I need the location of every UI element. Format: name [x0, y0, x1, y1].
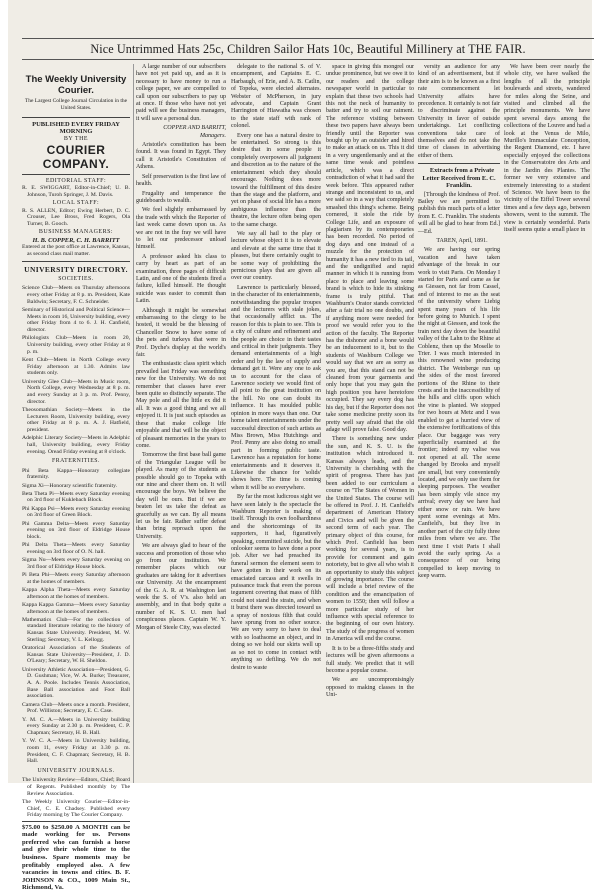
fraternity-entry: Sigma Nu—Meets every Saturday evening on 3rd floor of Eldridge House block. — [22, 557, 130, 570]
paragraph: Although it might be somewhat embarrassing to the clergy to be hosted, it would be the blessing of Chancellor Snow to have some of the pets and turkeys that were in Prof. Dyche's display at the world's fair. — [136, 307, 226, 359]
divider — [22, 261, 130, 262]
paragraph: The enthusiastic class spirit which prevailed last Friday was something new for the University. We do not remember that classes have ever been quite so distinctly separate. The May pole and all the little ex did it all. It was a good thing and we all enjoyed it. It is just such episodes as these that make college life enjoyable and that will be the object of pleasant memories in the years to come. — [136, 361, 226, 449]
divider — [418, 163, 500, 164]
office-note: Entered at the post office at Lawrence, Kansas, as second class mail matter. — [22, 244, 130, 257]
paragraph: Self preservation is the first law of health. — [136, 173, 226, 188]
business-managers: H. B. COPPER, C. H. BARRITT — [32, 236, 120, 244]
signature: COPPER AND BARRITT, Managers. — [163, 125, 226, 139]
paragraph: It is to be a three-fifths study and lectures will be given afternoons a full study. We predict that it will become a popular course. — [326, 645, 414, 674]
fraternity-entry: Sigma Xi—Honorary scientific fraternity. — [22, 482, 118, 489]
journal-entry: The University Review—Editors, Chief; Board of Regents. Published monthly by The Review Association. — [22, 777, 130, 797]
company-name: COURIER COMPANY. — [42, 143, 110, 172]
paragraph: We feel slightly embarrassed by the trade with which the Reporter of last week came down upon us. As we are not in the fray we will have to let our predecessor unload himself. — [136, 207, 226, 251]
directory-entry: University Glee Club—Meets in Music room, North College, every Wednesday at 8 p. m. and every Sunday at 3 p. m. Prof. Penny, director. — [22, 378, 130, 405]
local-staff-list: R. S. ALLEN, Editor; Ewing Herbert, D. C. Crouser, Lee Bross, Fred Rogers, Ola Turner, B. Gooch. — [22, 207, 130, 228]
published-line: PUBLISHED EVERY FRIDAY MORNING — [32, 120, 120, 136]
fraternity-entry: Mathematics Club—For the collection of standard literature relating to the history of Kansas State University. President, M. W. Sterling; Secretary, V. L. Kellogg. — [22, 616, 130, 643]
journal-entry: The Weekly University Courier—Editor-in-Chief, C. E. Chadsey. Published every Friday morning by The Courier Company. — [22, 799, 130, 819]
by-the-line: BY THE — [63, 135, 89, 142]
fraternities-heading: FRATERNITIES. — [52, 458, 100, 465]
directory-entry: Philologists Club—Meets in room 20, University building, every other Friday at 8 p. m. — [22, 335, 130, 355]
fraternity-entry: Kappa Alpha Theta—Meets every Saturday afternoon at the homes of members. — [22, 586, 130, 600]
article-heading: Extracts from a Private Letter Received from E. C. Franklin. — [422, 167, 496, 190]
column-6 — [504, 64, 590, 783]
fraternity-entry: Pi Beta Phi—Meets every Saturday afternoon at the homes of members. — [22, 572, 130, 585]
editorial-staff-heading: EDITORIAL STAFF: — [45, 178, 107, 185]
paragraph: space in giving this mongrel our undue prominence, but we owe it to our readers and the college newspaper world in particular to explain that these two schools had this not the neck of humanity to batter and try to soil our raiment. The reference visiting between these two papers have always been friendly until the Reporter was bought up by an outsider and hired to make an attack on us. This it did in a very ungentlemanly and at the same time weak and pointless article, which was a direct contradiction of what it had said the week before. This appeared rather strange and inconsistent to us, and we said so in a way that completely smashed this thing's scheme. Being cornered, it stole the ride by College Life, and an exposure of plagiarism by its contemporaries has been recorded. No period of dog days and one instead of a muzzle for the protection of humanity it has a new tied to its tail, and the undignified and rapid manner in which it is running from place to place and leaving some brand is which to hide its stinking frame is truly pitiful. That Washburn's Orator stands convicted after a fair trial no one doubts, and if anything more were needed for proof we would refer you to the action of the faculty. The Reporter has the dishonor and a bone would be an inducement to it, but to the students of Washburn College we would say that we are as sorry as you are, that this stand can not be cleaned from your garments and only hope that you may gain the high position you have heretofore occupied. They say every dog has his day, but if the Reporter does not take some medicine pretty soon its pretty well say afraid that the old adage will prove false. Good day. — [326, 64, 414, 433]
directory-entry: Theosomathian Society—Meets in the Lecturers Room, University building, every other Friday at 8 p. m. A. J. Hatfield, president. — [22, 406, 130, 433]
newspaper-page — [8, 0, 592, 892]
column-5 — [418, 64, 500, 783]
directory-entry: Kent Club—Meets in North College every Friday afternoon at 1.30. Admits law students only. — [22, 356, 130, 377]
fraternity-entry: Phi Gamma Delta—Meets every Saturday evening on 3rd floor of Eldridge House block. — [22, 520, 130, 540]
column-2 — [136, 64, 226, 783]
fraternity-entry: Camera Club—Meets once a month. President, Prof. Williston; Secretary, E. C. Case. — [22, 701, 130, 715]
columns — [22, 64, 592, 892]
paragraph: Tomorrow the first base ball game of the Triangular League will be played. As many of the students as possible should go to Topeka with our nine and cheer them on. It will encourage the boys. We believe the day will be ours. But if we are beaten let us take the defeat as gracefully as we can. By all means let us be fair. Rather suffer defeat than bring reproach upon the University. — [136, 452, 226, 540]
paragraph: We are always glad to hear of the success and promotion of those who go from our institution. We remember places which our graduates are taking for it advertises our University. At the encampment of the G. A. R. at Washington last week the S. of V's. also held an assembly, and in that body quite a number of K. S. U. men had conspicuous places. Captain W. Y. Morgan of Steele City, was elected — [136, 543, 226, 631]
paragraph: We are uncompromisingly opposed to making classes in the Uni- — [326, 677, 414, 699]
fraternity-entry: Y. W. C. A.—Meets in University building, room 11, every Friday at 3.30 p. m. President, C. F. Chapman; Secretary, H. B. Hall. — [22, 738, 130, 765]
paragraph: A professor asked his class to carry by heart as part of an examination, three pages of difficult Latin, and one of the students fired a failure, killed himself. He thought suicide was easier to commit than Latin. — [136, 253, 226, 305]
directory-entry: Science Club—Meets on Thursday afternoons every other Friday at 8 p. m. President, Kate Baldwin; Secretary, F. C. Schneider. — [22, 285, 130, 305]
editors-list: R. E. SWIGGART, Editor-in-Chief; U. B. Johnson, Turoh Springer, J. M. Davis. — [22, 185, 130, 199]
directory-entry: Seminary of Historical and Political Science—Meets in room 16, University building, every other Friday from 4 to 6. J. H. Canfield, director. — [22, 307, 130, 334]
journals-heading: UNIVERSITY JOURNALS. — [37, 768, 115, 774]
paragraph: Frugality and temperance the guideboards to wealth. — [136, 190, 226, 204]
divider — [22, 117, 130, 118]
dateline: TAREN, April, 1891. — [436, 237, 488, 244]
fraternity-entry: Beta Theta Pi—Meets every Saturday evening on 3rd floor of Kuklebach Block. — [22, 490, 130, 504]
column-4 — [326, 64, 414, 783]
paragraph: delegate to the national S. of V. encampment, and Captains E. C. Harbaugh, of Erie, and A. B. Catlin, of Topeka, were elected alternates. Webster of McPherson, in jury advocate, and Captain Grant Harrington of Hiawatha was chosen to the state staff with rank of colonel. — [231, 64, 321, 130]
fraternity-entry: Oratorical Association of the Students of Kansas State University—President, J. D. O'Leary; Secretary, W. H. Sheldon. — [22, 645, 130, 665]
paragraph: By far the most ludicrous sight we have seen lately is the spectacle the Washburn Reporter is making of itself. Through its own foolhardiness and the shortcomings of its supporters, it had, figuratively speaking, committed suicide, but the onlooker seems to have done a poor job. After we had preached its funeral sermon the element seem to have gotten in their work on its emaciated carcass and it swells in puissance track that even the porous tegument covering that mass of filth could not stand the strain, and when it burst there was directed toward us a spray of noxious filth that could have sprung from no other source. We are very sorry to have to deal with so loathsome an object, and in doing so we hold our skirts well up as so not to come in contact with anything so defiling. We do not desire to waste — [231, 494, 321, 671]
business-heading: BUSINESS MANAGERS: — [38, 229, 114, 236]
divider — [22, 174, 130, 175]
paragraph: [Through the kindness of Prof. Bailey we are permitted to publish this much parts of a letter from E. C. Franklin. The students will all be glad to hear from Ed.]—Ed. — [418, 191, 500, 235]
paragraph: A large number of our subscribers have not yet paid up, and as it is necessary to have money to run a college paper, we are compelled to call upon our subscribers to pay up at once. If those who have not yet paid will see the business managers, it will save a personal dun. — [136, 64, 226, 122]
paragraph: Every one has a natural desire to be entertained. So strong is this desire that in some people it completely overpowers all judgment and discretion as to the nature of the entertainment which they should encourage. Nothing does more toward the fulfillment of this desire than the stage and the platform, and yet on phase of social life has a more ambiguous influence than the theatre, the lecture often being open to the same charge. — [231, 132, 321, 228]
top-banner: Nice Untrimmed Hats 25c, Children Sailor Hats 10c, Beautiful Millinery at THE FAIR. — [22, 38, 594, 60]
fraternity-entry: Phi Delta Theta—Meets every Saturday evening on 3rd floor of O. N. hall. — [22, 542, 130, 555]
directory-entry: Adelphic Literary Society—Meets in Adelphic hall, University building, every Friday evening. Oread Friday evening at 8 o'clock. — [22, 435, 130, 455]
fraternity-entry: Phi Beta Kappa—Honorary collegiate fraternity. — [22, 467, 130, 481]
column-1 — [22, 64, 134, 892]
paragraph: There is something new under the sun, and K. S. U. is the institution which introduced it. Kansas always leads, and the University is cherishing with the spirit of progress. There has just been added to our curriculum a course on "The States of Women in the United States. The course will be offered in Prof. J. H. Canfield's department of American History and Civics and will be given the second term of each year. The primary object of this course, for which Prof. Canfield has been working for several years, is to provide for comment and gain notoriety, but to give all who wish it an opportunity to study this subject of growing importance. The course will include a brief review of the condition and the emancipation of women to 1550; then will follow a more particular study of her influence with special reference to the beginning of our own history. The study of the progress of women in America will end the course. — [326, 436, 414, 643]
directory-title: UNIVERSITY DIRECTORY. — [24, 264, 128, 274]
masthead-title: The Weekly University Courier. — [25, 74, 127, 96]
column-3 — [231, 64, 321, 783]
paragraph: Aristotle's constitution has been found. It was found in Egypt. They call it Aristotle's Constitution of Athens. — [136, 142, 226, 171]
advertisement: $75.00 to $250.00 A MONTH can be made working for us. Persons preferred who can furnish a horse and give their whole time to the business. Spare moments may be profitably employed also. A few vacancies in towns and cities. B. F. JOHNSON & CO., 1009 Main St., Richmond, Va. — [22, 821, 130, 892]
fraternity-entry: University Athletic Association—President, G. D. Gushman; Vice, W. A. Burke; Treasurer, A. A. Poole. Includes Tennis Association, Base Ball association and Foot Ball association. — [22, 666, 130, 700]
fraternity-entry: Phi Kappa Psi—Meets every Saturday evening on 3rd floor of Green Block. — [22, 505, 130, 519]
paragraph: We are having our spring vacation and have taken advantage of the break in our work to visit Paris. On Monday I started for Paris and came as far as Giessen, not far from Cassel, and of interest to me as the seat of the university where Liebig spent many years of his life before going to Munich. I spent the night at Giessen, and took the train next day down the beautiful valley of the Lahn to the Rhine at Coblenz, then up the Moselle to Trier. I was much interested in this renowned wine producing district. The Weinberge run up the sides of the most favored portions of the Rhine to their crests and in the inaccessibility of the hills and cliffs upon which the vine is planted. We stopped for two hours at Metz and I was enabled to get a hurried view of the extensive fortifications of this place. Our baggage was very superficially examined at the frontier; indeed my valise was not opened at all. The scene changed by Brooks and myself are small, but very conveniently located, and we only use them for sleeping purposes. The weather has been simply vile since my arrival; every day we have had either snow or rain. We have spent some evenings at Mrs. Canfield's, but they live in another part of the city fully three miles from where we are. The next time I visit Paris I shall avoid the early spring. As a consequence of our being compelled to keep moving to keep warm. — [418, 247, 500, 580]
paragraph: We have been over nearly the whole city, we have walked the lengths of all the principle boulevards and streets, wandered for miles along the Seine, and visited and climbed all the principle monuments. We have spent several days among the collections of the Louvre and had a look at the Venus de Milo, Murillo's Immaculate Conception, the Regent Diamond, etc. I have especially enjoyed the collections in the Conservatoire des Arts and in the Jardin des Plantes. The former we very extensive and extremely interesting to a student of Science. We have been to the vicinity of the Eiffel Tower several times and a few days ago, between showers, went to the summit. The view is certainly wonderful. Paris itself seems quite a small place in — [504, 64, 590, 233]
paragraph: We say all hail to the play or lecture whose object it is to elevate and elevate at the same time that it pleases, but there certainly ought to be some way of prohibiting the pernicious plays that are given all over our country. — [231, 230, 321, 282]
masthead-subtitle: The Largest College Journal Circulation in the United States. — [24, 98, 128, 112]
societies-heading: SOCIETIES. — [58, 275, 94, 282]
fraternity-entry: Kappa Kappa Gamma—Meets every Saturday afternoon at the homes of members. — [22, 601, 130, 615]
local-staff-heading: LOCAL STAFF: — [52, 200, 100, 207]
paragraph: Lawrence is particularly blessed, in the character of its entertainments, notwithstanding the popular troupes and the lecturers with stale jokes, that occasionally afflict us. The reason for this is plain to see. This is a city of culture and refinement and the people are choice in their tastes and critical in their judgments. They demand entertainments of a high order and by the law of supply and demand get it. Were any one to ask us to account for the class of Lawrence society we would first of all point to the great institution on the hill. No one can doubt its influence. It has moulded public opinion in more ways than one. Our home talent entertainments under the successful direction of such artists as Miss Brown, Miss Hutchings and Prof. Penny are also doing no small part in forming public taste. Lawrence has a reputation for home entertainments and it deserves it. Likewise the chance for 'solids' shows here. The time is coming when it will be so everywhere. — [231, 284, 321, 491]
paragraph: versity an audience for any kind of an advertisement, but if their aim is to be known as a first rate commencement let University affairs have precedence. It certainly is not fair to discriminate against the University in favor of outside undertakings. Let conflicting conventions take care of themselves and do not take the time of classes in advertising either of them. — [418, 64, 500, 159]
fraternity-entry: Y. M. C. A.—Meets in University building every Sunday at 2.30 p. m. President, C. P. Chapman; Secretary, H. B. Hall. — [22, 716, 130, 736]
